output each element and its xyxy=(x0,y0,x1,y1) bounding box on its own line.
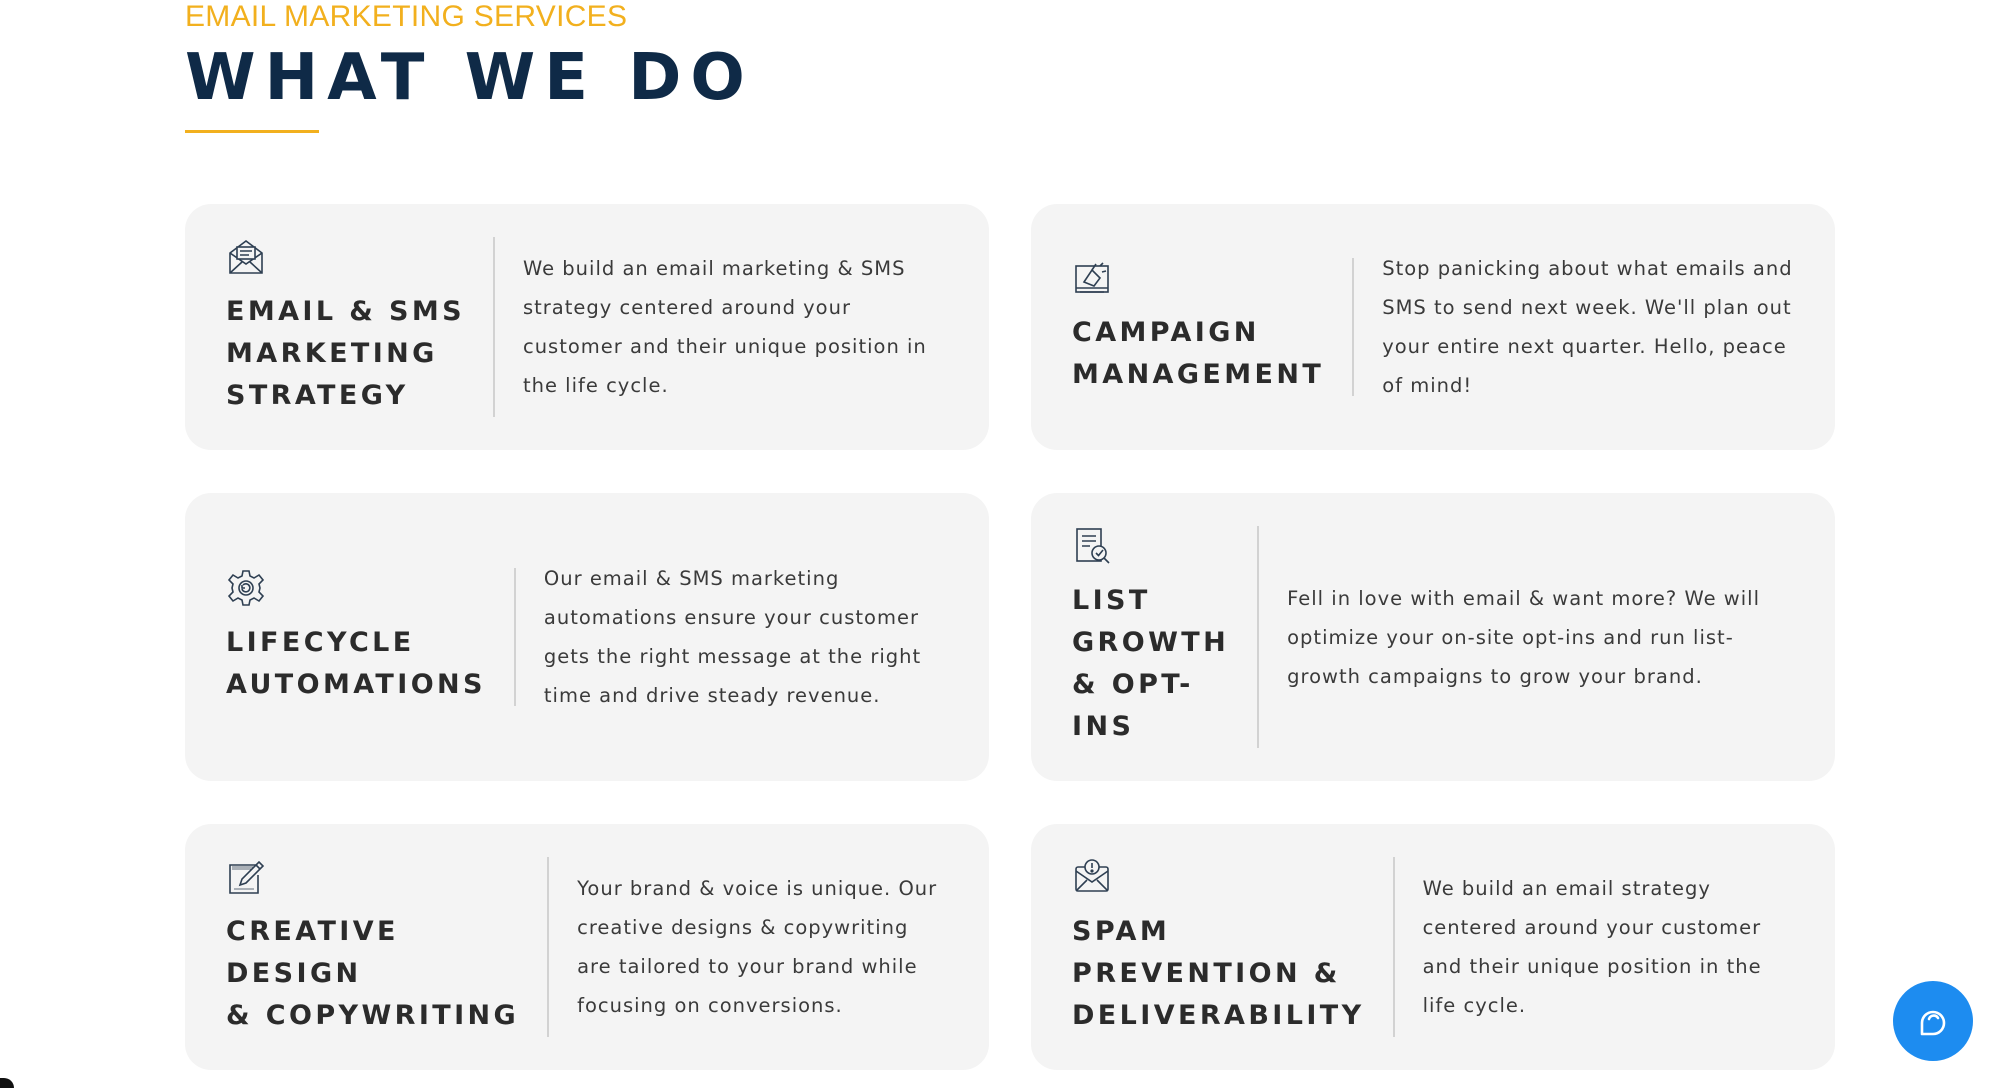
service-card-email-sms-strategy xyxy=(185,204,989,450)
service-title: EMAIL & SMS MARKETING STRATEGY xyxy=(226,296,465,411)
service-card-creative-design xyxy=(185,824,989,1070)
envelope-alert-icon xyxy=(1072,857,1112,897)
section-eyebrow: EMAIL MARKETING SERVICES xyxy=(185,0,628,33)
chat-launcher-button[interactable] xyxy=(1893,981,1973,1061)
service-title: LIFECYCLE AUTOMATIONS xyxy=(226,627,486,700)
service-description: Our email & SMS marketing automations ensure your customer gets the right message at the right time and drive steady revenue. xyxy=(543,567,922,707)
service-description: Your brand & voice is unique. Our creative designs & copywriting are tailored to your brand while focusing on conversions. xyxy=(577,877,938,1017)
service-description: We build an email strategy centered around your customer and their unique position in the life cycle. xyxy=(1422,877,1762,1017)
service-card-list-growth xyxy=(1031,493,1835,781)
service-title: CAMPAIGN MANAGEMENT xyxy=(1072,317,1325,390)
gear-automation-icon xyxy=(226,568,266,608)
chat-bubble-icon xyxy=(1915,1003,1951,1039)
document-checklist-icon xyxy=(1072,526,1112,566)
service-card-spam-prevention xyxy=(1031,824,1835,1070)
campaign-management-icon xyxy=(1072,258,1112,298)
service-description: Fell in love with email & want more? We will optimize your on-site opt-ins and run list-growth campaigns to grow your brand. xyxy=(1287,586,1760,688)
service-card-lifecycle-automations xyxy=(185,493,989,781)
open-envelope-icon xyxy=(226,237,266,277)
page-title: WHAT WE DO xyxy=(185,41,754,115)
service-description: We build an email marketing & SMS strategy centered around your customer and their unique position in the life cycle. xyxy=(522,257,927,397)
service-title: CREATIVE DESIGN & COPYWRITING xyxy=(226,916,520,1031)
corner-decoration xyxy=(0,1078,14,1088)
service-title: SPAM PREVENTION & DELIVERABILITY xyxy=(1072,916,1365,1031)
service-description: Stop panicking about what emails and SMS to send next week. We'll plan out your entire next quarter. Hello, peace of mind! xyxy=(1382,257,1793,397)
title-underline xyxy=(185,130,319,133)
pencil-edit-icon xyxy=(226,857,266,897)
service-card-campaign-management xyxy=(1031,204,1835,450)
service-title: LIST GROWTH & OPT- INS xyxy=(1072,585,1230,742)
